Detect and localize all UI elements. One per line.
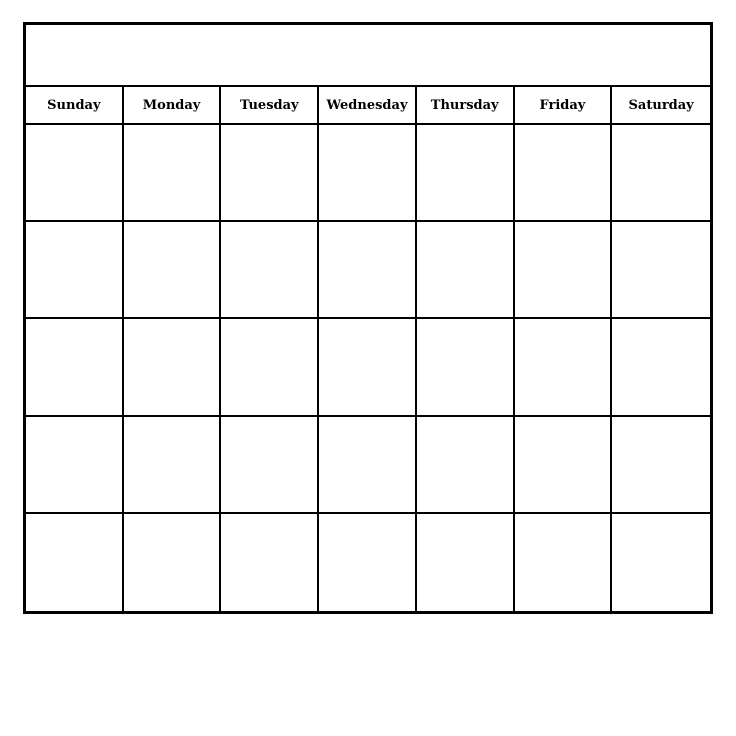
day-cell: [319, 125, 417, 222]
weekday-header-saturday: Saturday: [628, 97, 694, 113]
day-cell: [515, 514, 613, 611]
calendar-day-grid: [26, 125, 710, 611]
day-cell: [612, 417, 710, 514]
day-cell: [26, 514, 124, 611]
weekday-header-thursday: Thursday: [417, 87, 515, 123]
weekday-header-monday: Monday: [124, 87, 222, 123]
day-cell: [319, 417, 417, 514]
day-cell: [612, 319, 710, 416]
day-cell: [221, 319, 319, 416]
day-cell: [417, 514, 515, 611]
day-cell: [221, 125, 319, 222]
day-cell: [515, 417, 613, 514]
day-cell: [26, 125, 124, 222]
blank-calendar: [23, 22, 713, 614]
day-cell: [417, 417, 515, 514]
day-cell: [26, 222, 124, 319]
day-cell: [515, 222, 613, 319]
day-cell: [124, 125, 222, 222]
day-cell: [417, 222, 515, 319]
day-cell: [417, 125, 515, 222]
day-cell: [515, 319, 613, 416]
weekday-header-row: [26, 87, 710, 125]
day-cell: [124, 319, 222, 416]
day-cell: [515, 125, 613, 222]
day-cell: [124, 222, 222, 319]
day-cell: [26, 417, 124, 514]
day-cell: [417, 319, 515, 416]
day-cell: [612, 222, 710, 319]
weekday-header-friday: Friday: [515, 87, 613, 123]
day-cell: [319, 222, 417, 319]
day-cell: [221, 222, 319, 319]
day-cell: [124, 417, 222, 514]
day-cell: [612, 514, 710, 611]
weekday-header-tuesday: Tuesday: [221, 87, 319, 123]
day-cell: [221, 417, 319, 514]
day-cell: [612, 125, 710, 222]
weekday-header-wednesday: Wednesday: [319, 87, 417, 123]
day-cell: [319, 514, 417, 611]
day-cell: [319, 319, 417, 416]
weekday-header-sunday: Sunday: [26, 87, 124, 123]
calendar-title-area: [26, 25, 710, 87]
day-cell: [26, 319, 124, 416]
day-cell: [221, 514, 319, 611]
day-cell: [124, 514, 222, 611]
